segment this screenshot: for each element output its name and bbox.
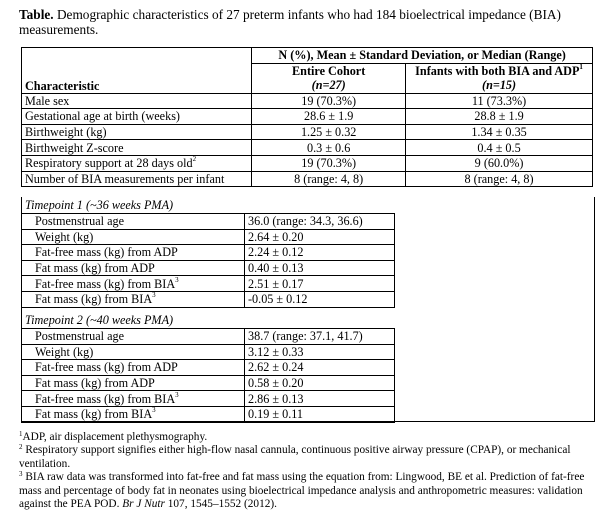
row-label-text: Fat mass (kg) from ADP <box>35 376 155 391</box>
row-label-text: Fat mass (kg) from BIA <box>35 292 153 307</box>
row-label-text: Fat mass (kg) from ADP <box>35 261 155 276</box>
table-row <box>22 214 395 230</box>
entire-cohort-value: -0.05 ± 0.12 <box>245 291 395 307</box>
entire-cohort-label: Entire Cohort <box>292 64 366 79</box>
footnote-2 <box>19 444 604 471</box>
both-bia-adp-value: 28.8 ± 1.9 <box>406 109 593 125</box>
footnote-ref: 2 <box>192 155 197 164</box>
caption-text: Demographic characteristics of 27 preterm infants who had 184 bioelectrical impedance (BIA) measurements. <box>19 7 561 37</box>
group-header-row <box>22 48 593 64</box>
entire-cohort-value: 0.40 ± 0.13 <box>245 260 395 276</box>
entire-cohort-value: 2.51 ± 0.17 <box>245 276 395 292</box>
entire-cohort-value: 19 (70.3%) <box>252 93 406 109</box>
table-row <box>22 406 395 422</box>
both-bia-adp-value: 9 (60.0%) <box>406 155 593 171</box>
entire-cohort-n: (n=27) <box>311 78 346 93</box>
timepoint-2-table <box>21 328 395 423</box>
row-label-text: Weight (kg) <box>35 344 94 359</box>
footnote-2-marker: 2 <box>19 443 23 452</box>
table-row <box>22 140 593 156</box>
entire-cohort-value: 2.62 ± 0.24 <box>245 360 395 376</box>
entire-cohort-value: 0.19 ± 0.11 <box>245 406 395 422</box>
table-caption <box>19 7 604 37</box>
both-bia-adp-label: Infants with both BIA and ADP <box>415 64 580 79</box>
footnote-ref: 3 <box>175 275 179 284</box>
row-label <box>22 124 252 140</box>
group-header: N (%), Mean ± Standard Deviation, or Median (Range) <box>252 48 593 64</box>
row-label <box>22 171 252 187</box>
table-row <box>22 93 593 109</box>
footnote-ref-1: 1 <box>579 63 583 72</box>
table-row <box>22 329 395 345</box>
table-row <box>22 171 593 187</box>
timepoint-1-title: Timepoint 1 (~36 weeks PMA) <box>25 198 174 212</box>
footnote-3-marker: 3 <box>19 470 23 479</box>
entire-cohort-value: 36.0 (range: 34.3, 36.6) <box>245 214 395 230</box>
header-blank-cell <box>22 48 252 64</box>
both-bia-adp-value: 8 (range: 4, 8) <box>406 171 593 187</box>
row-label <box>22 344 245 360</box>
demographics-table <box>21 47 593 187</box>
entire-cohort-value: 2.24 ± 0.12 <box>245 245 395 261</box>
row-label-text: Fat-free mass (kg) from BIA <box>35 276 176 291</box>
timepoint-1-section <box>21 197 595 312</box>
table-row <box>22 291 395 307</box>
caption-label: Table. <box>19 7 54 22</box>
both-bia-adp-value: 0.4 ± 0.5 <box>406 140 593 156</box>
footnote-2-text: Respiratory support signifies either high-flow nasal cannula, continuous positive airway pressure (CPAP), or mechanical ventilation. <box>19 444 571 470</box>
footnote-3-journal: Br J Nutr <box>122 498 165 511</box>
row-label <box>22 155 252 171</box>
column-header-row <box>22 63 593 93</box>
row-label <box>22 260 245 276</box>
entire-cohort-header <box>252 63 406 93</box>
entire-cohort-value: 1.25 ± 0.32 <box>252 124 406 140</box>
row-label <box>22 360 245 376</box>
entire-cohort-value: 2.64 ± 0.20 <box>245 229 395 245</box>
row-label <box>22 391 245 407</box>
row-label-text: Fat mass (kg) from BIA <box>35 407 153 422</box>
footnote-1-marker: 1 <box>19 430 23 438</box>
entire-cohort-value: 38.7 (range: 37.1, 41.7) <box>245 329 395 345</box>
row-label-text: Birthweight (kg) <box>25 125 107 140</box>
row-label-text: Postmenstrual age <box>35 214 125 229</box>
row-label <box>22 291 245 307</box>
both-bia-adp-value: 1.34 ± 0.35 <box>406 124 593 140</box>
entire-cohort-value: 2.86 ± 0.13 <box>245 391 395 407</box>
footnote-1-text: ADP, air displacement plethysmography. <box>22 431 208 443</box>
row-label-text: Postmenstrual age <box>35 329 125 344</box>
table-row <box>22 229 395 245</box>
entire-cohort-value: 3.12 ± 0.33 <box>245 344 395 360</box>
entire-cohort-value: 19 (70.3%) <box>252 155 406 171</box>
row-label-text: Fat-free mass (kg) from ADP <box>35 360 178 375</box>
timepoint-2-title: Timepoint 2 (~40 weeks PMA) <box>25 313 174 327</box>
characteristic-header-text: Characteristic <box>25 78 100 93</box>
both-bia-adp-header <box>406 63 593 93</box>
table-row <box>22 276 395 292</box>
table-row <box>22 260 395 276</box>
characteristic-header <box>22 63 252 93</box>
footnote-ref: 3 <box>175 390 179 399</box>
row-label-text: Gestational age at birth (weeks) <box>25 109 180 124</box>
table-row <box>22 375 395 391</box>
row-label-text: Weight (kg) <box>35 229 94 244</box>
row-label-text: Male sex <box>25 93 70 108</box>
row-label-text: Fat-free mass (kg) from ADP <box>35 245 178 260</box>
timepoint-2-section <box>21 312 595 422</box>
entire-cohort-value: 0.3 ± 0.6 <box>252 140 406 156</box>
table-row <box>22 344 395 360</box>
footnote-3-text: BIA raw data was transformed into fat-free and fat mass using the equation from: Lingwood, BE et al. Prediction of fat-free mass and percentage of body fat in neonates using bioelectrical impedance analysis and anthropometric measures: validation against the PEA POD. <box>19 471 585 511</box>
row-label <box>22 93 252 109</box>
row-label-text: Number of BIA measurements per infant <box>25 171 225 186</box>
row-label <box>22 245 245 261</box>
table-row <box>22 109 593 125</box>
table-row <box>22 391 395 407</box>
footnote-3-citation: 107, 1545–1552 (2012). <box>164 498 277 511</box>
timepoint-1-table <box>21 213 395 308</box>
row-label <box>22 276 245 292</box>
both-bia-adp-n: (n=15) <box>482 78 517 93</box>
row-label <box>22 214 245 230</box>
footnotes <box>19 431 604 511</box>
row-label <box>22 329 245 345</box>
footnote-ref: 3 <box>152 291 156 300</box>
row-label <box>22 109 252 125</box>
both-bia-adp-value: 11 (73.3%) <box>406 93 593 109</box>
entire-cohort-value: 8 (range: 4, 8) <box>252 171 406 187</box>
entire-cohort-value: 28.6 ± 1.9 <box>252 109 406 125</box>
table-row <box>22 245 395 261</box>
table-row <box>22 124 593 140</box>
row-label <box>22 375 245 391</box>
row-label-text: Fat-free mass (kg) from BIA <box>35 391 176 406</box>
footnote-3 <box>19 471 604 511</box>
row-label-text: Birthweight Z-score <box>25 140 124 155</box>
footnote-ref: 3 <box>152 406 156 415</box>
row-label <box>22 140 252 156</box>
entire-cohort-value: 0.58 ± 0.20 <box>245 375 395 391</box>
row-label <box>22 229 245 245</box>
row-label-text: Respiratory support at 28 days old <box>25 156 193 171</box>
footnote-1 <box>19 431 604 444</box>
table-row <box>22 155 593 171</box>
table-row <box>22 360 395 376</box>
row-label <box>22 406 245 422</box>
